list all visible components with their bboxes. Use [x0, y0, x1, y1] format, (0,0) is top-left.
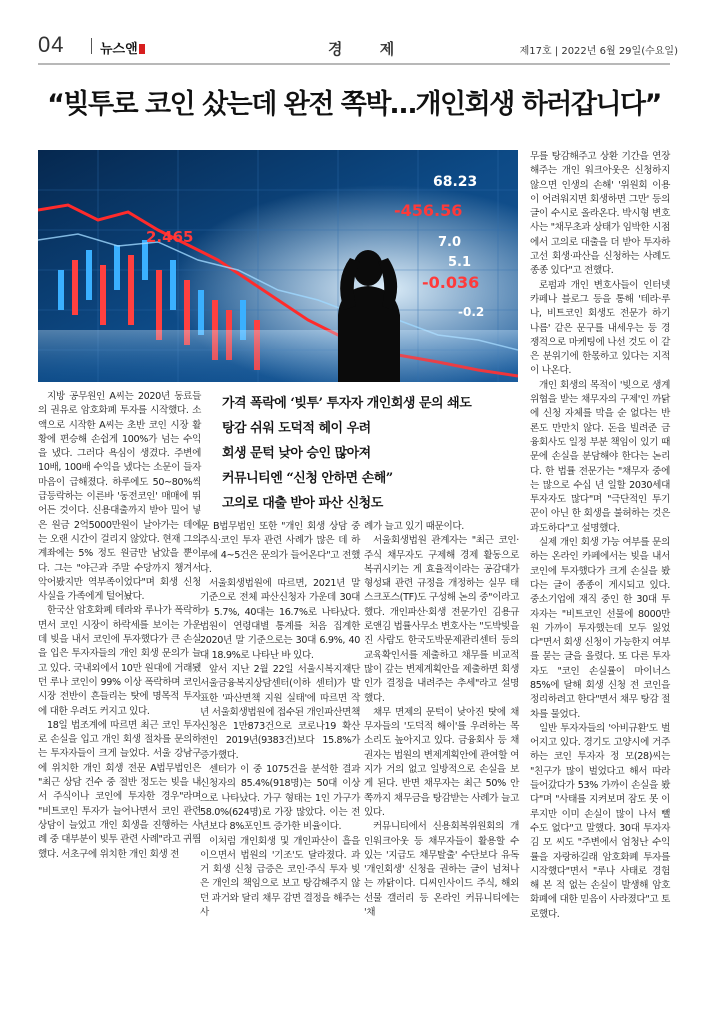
paragraph: 개인 회생의 목적이 '빚으로 생계 위협을 받는 채무자의 구제'인 까닭에 신청 자체를 막을 순 없다는 반론도 만만치 않다. 돈을 빌려준 금융회사도 일정 부분 책임이 있기 때문에 손실을 분담해야 한다는 논리다. 한 법률 전문가는 "채무자 중에는 많으로 수십 년 일할 2030세대 투자자도 많다"며 "극단적인 투기꾼이 아닌 한 회생을 불허하는 것은 과도하다"고 설명했다.: [530, 379, 670, 534]
photo-number-7: -0.2: [458, 305, 485, 319]
photo-number-6: 5.1: [448, 255, 472, 270]
paragraph: 로펌과 개인 변호사들이 인터넷 카페나 블로그 등을 통해 '테라·루나, 비트코인 회생도 전문가 하기 나름' 같은 문구를 내세우는 등 경쟁적으로 마케팅에 나선 것도 이 같은 분위기에 한몫하고 있다는 지적이 나온다.: [530, 279, 670, 377]
paragraph: 이처럼 개인회생 및 개인파산이 흘을 이으면서 법원의 '기조'도 달라졌다. 과거 회생 신청 급증은 코인·주식 투자 빚은 개인의 책임으로 보고 탕감해주지 않던 과거와 달리 채무 감면 결정을 해주는 사: [200, 835, 360, 919]
paragraph: 서울회생법원에 따르면, 2021년 말 기준으로 전체 파산신청자 가운데 30대가 5.7%, 40대는 16.7%로 나타났다. 법원이 연령대별 통계를 처음 집계한 2020년 말 기준으로는 30대 6.9%, 40대 18.9%로 나타난 바 있다.: [200, 578, 360, 661]
headline: “빚투로 코인 샀는데 완전 쪽박…개인회생 하러갑니다”: [47, 89, 661, 120]
paragraph: 커뮤니티에서 신용회복위원회의 개인워크아웃 등 채무자들이 활용할 수 있는 '지급도 채무탈출' 수단보다 유독 '개인회생' 신청을 권하는 글이 넘쳐나는 까닭이다. 디씨인사이드 주식, 해외선물 갤러리 등 온라인 커뮤니티에는 '채: [364, 821, 519, 919]
paragraph: 문 B법무법인 또한 "개인 회생 상담 중 주식·코인 투자 관련 사례가 많은 데 하루에 4~5건은 문의가 들어온다"고 전했다.: [200, 521, 360, 575]
article-column-3: [364, 520, 519, 920]
article-column-4: [530, 150, 670, 922]
photo-number-1: 68.23: [433, 174, 478, 190]
photo-number-2: -456.56: [394, 201, 463, 220]
paragraph: 채무 면제의 문턱이 낮아진 탓에 채무자들의 '도덕적 해이'를 우려하는 목소리도 높아지고 있다. 금융회사 등 채권자는 법원의 변제계획안에 관여할 여지가 거의 없고 일방적으로 손실을 보게 된다. 반면 채무자는 최근 50% 안쪽까지 채무금을 탕감받는 사례가 늘고 있다.: [364, 706, 519, 818]
page-number: 04: [38, 32, 65, 57]
subheadline-3: 회생 문턱 낮아 승인 많아져: [222, 446, 371, 461]
man-silhouette: [338, 250, 400, 382]
issue-info: 제17호 | 2022년 6월 29일(수요일): [519, 46, 678, 57]
subheadline-4: 커뮤니티엔 “신청 안하면 손해”: [222, 471, 393, 486]
article-column-1: [38, 390, 201, 862]
subheadline-2: 탕감 쉬워 도덕적 헤이 우려: [222, 421, 371, 436]
paragraph: 앞서 지난 2월 22일 서울시복지재단 서울금융복지상담센터(이하 센터)가 발표한 '파산면책 지원 실태'에 따르면 작년 서울회생법원에 접수된 개인파산면책 신청은 1만873건으로 코로나19 확산 전인 2019년(9383건)보다 15.8%가 증가했다.: [200, 663, 360, 761]
paragraph: 무를 탕감해주고 상환 기간을 연장해주는 개인 워크아웃은 신청하지 않으면 인생의 손해' '위원회 이용이 어려워지면 회생하면 그만' 등의 글이 수시로 올라온다. 박시형 변호사는 "채무초과 상태가 임박한 시점에서 고의로 대출을 더 받아 투자하고선 회생·파산을 신청하는 사례도 종종 있다"고 전했다.: [530, 151, 670, 277]
article-column-2: [200, 520, 360, 920]
newspaper-logo: [100, 38, 145, 57]
photo-number-4: -0.036: [422, 273, 480, 292]
photo-number-5: 7.0: [438, 235, 462, 250]
logo-text: 뉴스앤: [100, 42, 138, 57]
paragraph: 센터가 이 중 1075건을 분석한 결과 신청자의 85.4%(918명)는 50대 이상으로 나타났다. 가구 형태는 1인 가구가 58.0%(624명)로 가장 많았다. 이는 전년보다 8%포인트 증가한 비율이다.: [200, 764, 360, 833]
article-photo: [38, 150, 518, 382]
header-divider: [38, 63, 670, 65]
subheadline-1: 가격 폭락에 ‘빚투’ 투자자 개인회생 문의 쇄도: [222, 396, 472, 411]
header-separator: [91, 38, 92, 54]
page-header: [38, 30, 678, 64]
paragraph: 서울회생법원 관계자는 "최근 코인·주식 채무자도 구제해 경제 활동으로 복귀시키는 게 효율적이라는 공감대가 형성돼 관련 규정을 개정하는 실무 태스크포스(TF)도 구성해 논의 중"이라고 했다. 개인파산·회생 전문가인 김용규 로앤김 법률사무소 변호사는 "도박빚을 진 사람도 한국도박문제관리센터 등의 교육확인서를 제출하고 채무를 비교적 많이 갚는 변제계획안을 제출하면 회생인가 결정을 내려주는 추세"라고 설명했다.: [364, 535, 519, 704]
subheadline-box: [210, 384, 520, 518]
paragraph: 실제 개인 회생 가능 여부를 문의하는 온라인 카페에서는 빚을 내서 코인에 투자했다가 크게 손실을 봤다는 글이 종종이 게시되고 있다. 중소기업에 재직 중인 한 30대 투자자는 "비트코인 선물에 8000만 원 가까이 투자했는데 모두 잃었다"면서 회생 신청이 가능한지 여부를 묻는 글을 올렸다. 또 다른 투자자도 "코인 손실률이 마이너스 85%에 달해 회생 신청 전 코인을 정리하려고 한다"면서 채무 탕감 절차를 물었다.: [530, 537, 670, 720]
paragraph: 례가 늘고 있기 때문이다.: [364, 521, 464, 532]
paragraph: 18일 법조계에 따르면 최근 코인 투자로 손실을 입고 개인 회생 절차를 문의하는 투자자들이 크게 늘었다. 서울 강남구에 위치한 개인 회생 전문 A법무법인은 "최근 상담 건수 중 절반 정도는 빚을 내서 주식이나 코인에 투자한 경우"라며 "비트코인 투자가 늘어나면서 코인 관련 상담이 늘었고 개인 회생을 진행하는 사례 중 대부분이 빚투 관련 사례"라고 귀띔했다. 서초구에 위치한 개인 회생 전: [38, 719, 201, 860]
photo-number-3: 2.465: [146, 228, 194, 246]
logo-mark-icon: [139, 44, 145, 54]
subheadline-5: 고의로 대출 받아 파산 신청도: [222, 496, 383, 511]
paragraph: 지방 공무원인 A씨는 2020년 동료들의 권유로 암호화폐 투자를 시작했다. 소액으로 시작한 A씨는 초반 코인 시장 활황에 편승해 손쉽게 100%가 넘는 수익을 냈다. 그러다 욕심이 생겼다. 주변에 10배, 100배 수익을 냈다는 소문이 들자 마음이 급해졌다. 하루에도 50~80%씩 급등락하는 이른바 '동전코인' 매매에 뛰어든 것이다. 신용대출까지 받아 밀어 넣은 원금 2억5000만원이 날아가는 데에는 오랜 시간이 걸리지 않았다. 현재 그의 계좌에는 5% 정도 원금만 남았을 뿐이다. 그는 "야근과 주말 수당까지 챙겨서 악어봤지만 역부족이었다"며 회생 신청 사실을 가족에게 털어놨다.: [38, 391, 201, 603]
stock-chart-photo: [38, 150, 518, 382]
paragraph: 일반 투자자들의 '아비규환'도 벌어지고 있다. 경기도 고양시에 거주하는 코인 투자자 정 모(28)씨는 "친구가 많이 벌었다고 해서 따라 들어갔다가 53% 가까이 손실을 봤다"며 "사태를 지켜보며 잠도 못 이루지만 이미 손실이 많이 나서 뺄 수도 없다"고 말했다. 30대 투자자 김 모 씨도 "주변에서 엄청난 수익률을 자랑하길래 암호화폐 투자를 시작했다"면서 "루나 사태로 경험해 본 적 없는 손실이 발생해 암호화폐에 대한 믿음이 사라졌다"고 토로했다.: [530, 722, 670, 920]
section-title: 경 제: [328, 40, 411, 58]
paragraph: 한국산 암호화폐 테라와 루나가 폭락하면서 코인 시장이 하락세를 보이는 가운데 빚을 내서 코인에 투자했다가 큰 손실을 입은 투자자들의 개인 회생 문의가 늘고 있다. 국내외에서 10만 원대에 거래됐던 루나 코인이 99% 이상 폭락하며 코인 시장 전반이 흔들리는 탓에 명목적 투자에 대한 우려도 커지고 있다.: [38, 605, 201, 717]
